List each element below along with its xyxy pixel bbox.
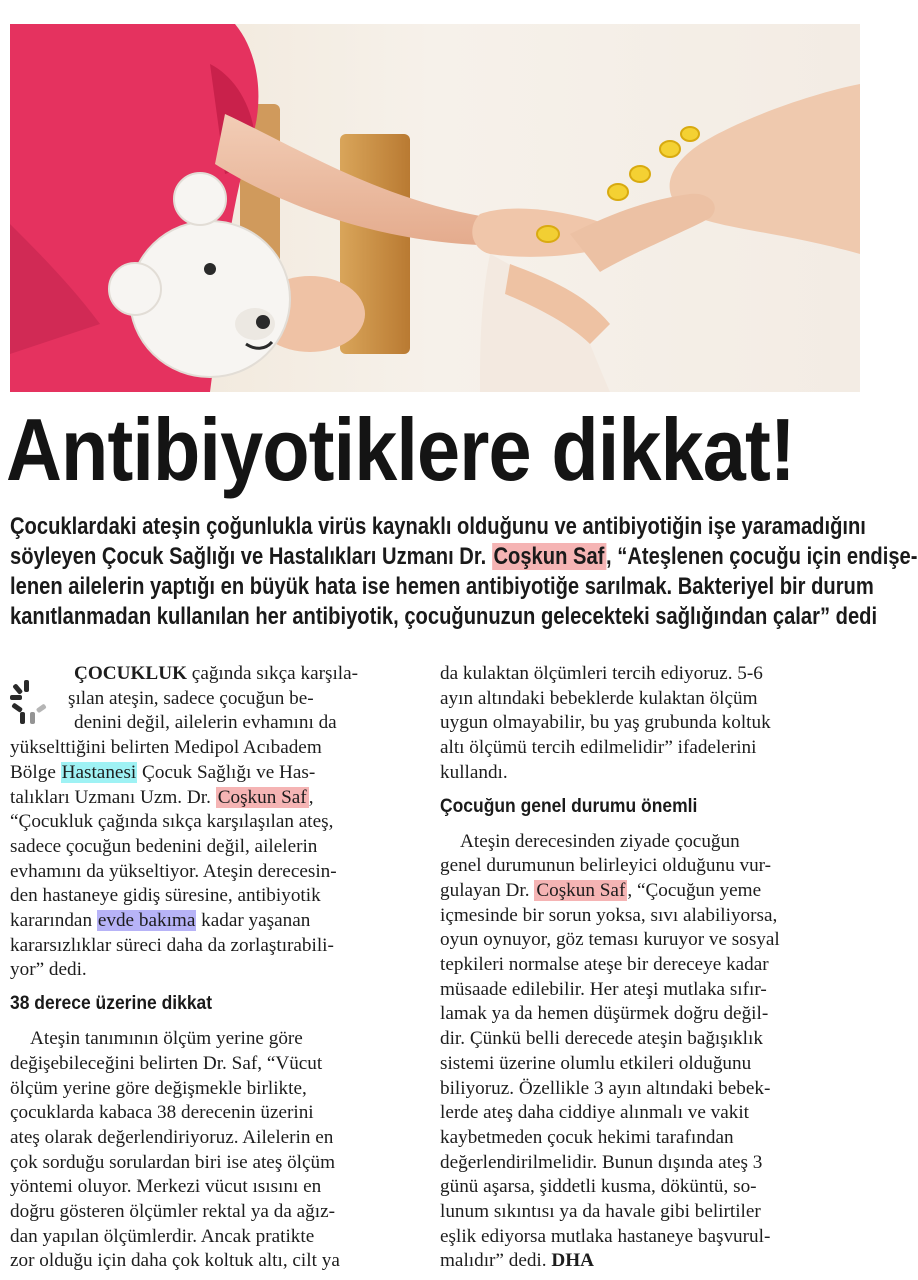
text-line: kullandı. bbox=[440, 761, 508, 783]
lead-line: söyleyen Çocuk Sağlığı ve Hastalıkları Uzmanı Dr. Coşkun Saf, “Ateşlenen çocuğu için endişe- bbox=[10, 543, 918, 570]
text-line: günü aşarsa, şiddetli kusma, döküntü, so- bbox=[440, 1176, 757, 1198]
text-line: çocuklarda kabaca 38 derecenin üzerini bbox=[10, 1102, 314, 1124]
text-line: genel durumunun belirleyici olduğunu vur- bbox=[440, 855, 772, 877]
text-line: kararından evde bakıma kadar yaşanan bbox=[10, 910, 311, 932]
text-line: oyun oynuyor, göz teması kuruyor ve sosyal bbox=[440, 929, 780, 951]
lead-line: kanıtlanmadan kullanılan her antibiyotik, çocuğunuzun gelecekteki sağlığından çalar” dedi bbox=[10, 603, 878, 630]
subheading: Çocuğun genel durumu önemli bbox=[440, 795, 698, 817]
text-line: değişebileceğini belirten Dr. Saf, “Vücut bbox=[10, 1052, 323, 1074]
highlight-home-care: evde bakıma bbox=[97, 910, 196, 932]
child-medicine-illustration bbox=[10, 24, 860, 392]
text-line: şılan ateşin, sadece çocuğun be- bbox=[68, 687, 314, 709]
text-line: denini değil, ailelerin evhamını da bbox=[74, 712, 337, 734]
text-line: müsaade edilebilir. Her ateşi mutlaka sıfır- bbox=[440, 978, 767, 1000]
text-line: doğru gösteren ölçümler rektal ya da ağız- bbox=[10, 1201, 335, 1223]
text-line: dan yapılan ölçümlerdir. Ancak pratikte bbox=[10, 1225, 315, 1247]
text-line: yor” dedi. bbox=[10, 959, 87, 981]
text-line: kaybetmeden çocuk hekimi tarafından bbox=[440, 1126, 734, 1148]
text-line: sadece çocuğun bedenini değil, ailelerin bbox=[10, 835, 318, 857]
highlight-hospital: Hastanesi bbox=[61, 761, 137, 783]
text-line: ayın altındaki bebeklerde kulaktan ölçüm bbox=[440, 687, 758, 709]
text-line: ÇOCUKLUK çağında sıkça karşıla- bbox=[74, 663, 359, 684]
text-line: Ateşin derecesinden ziyade çocuğun bbox=[460, 830, 740, 852]
text-line: den hastaneye gidiş süresine, antibiyotik bbox=[10, 885, 321, 907]
text-line: Ateşin tanımının ölçüm yerine göre bbox=[30, 1028, 303, 1050]
text-line: da kulaktan ölçümleri tercih ediyoruz. 5-6 bbox=[440, 663, 763, 684]
subheading: 38 derece üzerine dikkat bbox=[10, 993, 213, 1015]
lead-line: Çocuklardaki ateşin çoğunlukla virüs kaynaklı olduğunu ve antibiyotiğin işe yaramadığını bbox=[10, 513, 866, 540]
highlight-name: Coşkun Saf bbox=[536, 879, 626, 901]
text-line: çok sorduğu sorulardan biri ise ateş ölçüm bbox=[10, 1151, 336, 1173]
text-line: zor olduğu için daha çok koltuk altı, cilt ya bbox=[10, 1250, 340, 1272]
lead-line: lenen ailelerin yaptığı en büyük hata ise hemen antibiyotiğe sarılmak. Bakteriyel bir durum bbox=[10, 573, 874, 600]
text-line: evhamını da yükseltiyor. Ateşin derecesin- bbox=[10, 860, 337, 882]
left-column bbox=[10, 662, 415, 1274]
text-line: değerlendirilmelidir. Bunun dışında ateş 3 bbox=[440, 1151, 763, 1173]
text-line: “Çocukluk çağında sıkça karşılaşılan ateş, bbox=[10, 811, 334, 833]
headline: Antibiyotiklere dikkat! bbox=[6, 400, 795, 499]
text-line: sistemi üzerine olumlu etkileri olduğunu bbox=[440, 1052, 752, 1074]
text-line: biliyoruz. Özellikle 3 ayın altındaki bebek- bbox=[440, 1077, 771, 1099]
highlight-name: Coşkun Saf bbox=[493, 543, 605, 570]
text-line: yükselttiğini belirten Medipol Acıbadem bbox=[10, 737, 322, 759]
text-line: kararsızlıklar süreci daha da zorlaştırabili- bbox=[10, 934, 334, 956]
lead-word: ÇOCUKLUK bbox=[74, 663, 187, 684]
text-line: Bölge Hastanesi Çocuk Sağlığı ve Has- bbox=[10, 761, 316, 783]
text-line: içmesinde bir sorun yoksa, sıvı alabiliyorsa, bbox=[440, 904, 778, 926]
text-line: dir. Çünkü belli derecede ateşin bağışıklık bbox=[440, 1028, 763, 1050]
source-tag: DHA bbox=[551, 1250, 594, 1272]
text-line: lerde ateş daha ciddiye alınmalı ve vakit bbox=[440, 1102, 750, 1124]
text-line: gulayan Dr. Coşkun Saf , “Çocuğun yeme bbox=[440, 879, 762, 901]
text-line: ölçüm yerine göre değişmekle birlikte, bbox=[10, 1077, 307, 1099]
lead-paragraph bbox=[10, 512, 918, 632]
text-line: ateş olarak değerlendiriyoruz. Ailelerin en bbox=[10, 1126, 334, 1148]
text-line: yöntemi oluyor. Merkezi vücut ısısını en bbox=[10, 1176, 322, 1198]
text-line: lunum sıkıntısı ya da havale gibi belirtiler bbox=[440, 1201, 761, 1223]
text-line: altı ölçümü tercih edilmelidir” ifadelerini bbox=[440, 737, 757, 759]
text-line: tepkileri normalse ateşe bir dereceye kadar bbox=[440, 954, 769, 976]
text-line: uygun olmayabilir, bu yaş grubunda koltuk bbox=[440, 712, 771, 734]
pill bbox=[537, 226, 559, 242]
text-line: malıdır” dedi. DHA bbox=[440, 1250, 594, 1272]
article-photo bbox=[10, 24, 860, 392]
highlight-name: Coşkun Saf bbox=[217, 786, 307, 808]
text-line: talıkları Uzmanı Uzm. Dr. Coşkun Saf , bbox=[10, 786, 314, 808]
right-column bbox=[440, 662, 850, 1274]
text-line: eşlik ediyorsa mutlaka hastaneye başvurul- bbox=[440, 1225, 771, 1247]
text-line: lamak ya da hemen düşürmek doğru değil- bbox=[440, 1003, 769, 1025]
